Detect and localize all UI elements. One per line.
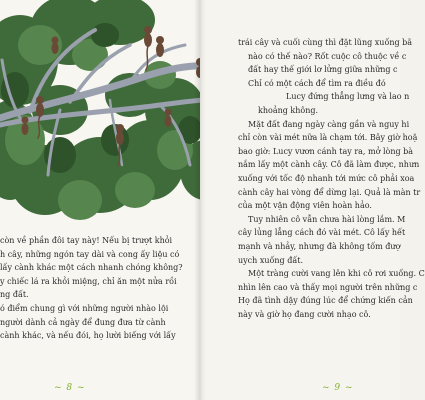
text-line: khoảng không. [258, 105, 319, 115]
text-line: uych xuống đất. [238, 255, 304, 265]
text-line: bao giờ: Lucy vươn cánh tay ra, mở lòng bà [238, 146, 414, 156]
text-line: chỉ còn vài mét nữa là chạm tới. Bây giờ hoặ [238, 133, 418, 143]
text-line: cây lủng lẳng cách đó vài mét. Cô lấy hết [238, 228, 406, 238]
text-line: ng đất. [0, 290, 29, 300]
text-line: y chiếc lá ra khỏi miệng, chỉ ăn một nửa rồi [0, 276, 177, 286]
text-line: Mặt đất đang ngày càng gần và nguy hi [248, 119, 410, 129]
text-line: lấy cành khác một cách nhanh chóng không? [0, 263, 183, 273]
text-line: này và giờ họ đang cười nhạo cô. [238, 309, 371, 319]
left-page-text [0, 234, 183, 343]
monkey-figure [156, 36, 164, 57]
left-page-number: ~ 8 ~ [54, 383, 86, 393]
text-line: ó điểm chung gì với những người nhào lội [0, 303, 169, 313]
text-line: Họ đã tình dậy đúng lúc để chứng kiến cản [238, 296, 413, 306]
text-line: h cây, những ngón tay dài và cong ấy liệu có [0, 249, 180, 259]
left-page [0, 0, 200, 400]
text-line: cành cây hai vòng để dừng lại. Quả là màn tr [238, 187, 421, 197]
text-line: mạnh và nhảy, nhưng đà không tốm đượ [238, 241, 401, 251]
text-line: Chỉ có một cách để tìm ra điều đó [248, 78, 386, 88]
monkey-figure [116, 124, 124, 145]
text-line: Tuy nhiên cô vẫn chưa hài lòng lắm. M [248, 214, 406, 224]
monkey-figure [52, 37, 59, 55]
monkey-figure [22, 117, 29, 136]
monkey-figure [36, 96, 44, 117]
text-line: trái cây và cuối cùng thì đặt lũng xuống bã [238, 38, 413, 47]
text-line: của một vận động viên hoàn hảo. [238, 201, 372, 211]
text-line: cành khác, và nếu đói, họ lười biếng với lấy [0, 331, 176, 341]
text-line: đất hay thế giới lơ lửng giữa những c [248, 65, 398, 75]
book-gutter-shadow [194, 0, 206, 400]
text-line: nhìn lên cao và thấy mọi người trên những c [238, 282, 418, 292]
text-line: người dành cả ngày để đung đưa từ cành [0, 317, 166, 327]
text-line: còn về phần đôi tay này! Nếu bị trượt khỏi [0, 236, 173, 245]
text-line: nào có thế nào? Rốt cuộc cô thuộc về c [248, 51, 407, 61]
right-page-number: ~ 9 ~ [322, 383, 354, 393]
text-line: Lucy đứng thẳng lưng và lao n [286, 92, 410, 102]
text-line: xuống với tốc độ nhanh tới mức cô phải xoa [238, 173, 415, 183]
text-line: Một tràng cười vang lên khi cô rơi xuống. C [248, 269, 425, 279]
monkey-figure [165, 109, 172, 128]
right-page-text [238, 36, 425, 321]
monkey-figure [144, 26, 152, 47]
text-line: nắm lấy một cành cây. Cô đã làm được, nhưn [238, 160, 420, 170]
